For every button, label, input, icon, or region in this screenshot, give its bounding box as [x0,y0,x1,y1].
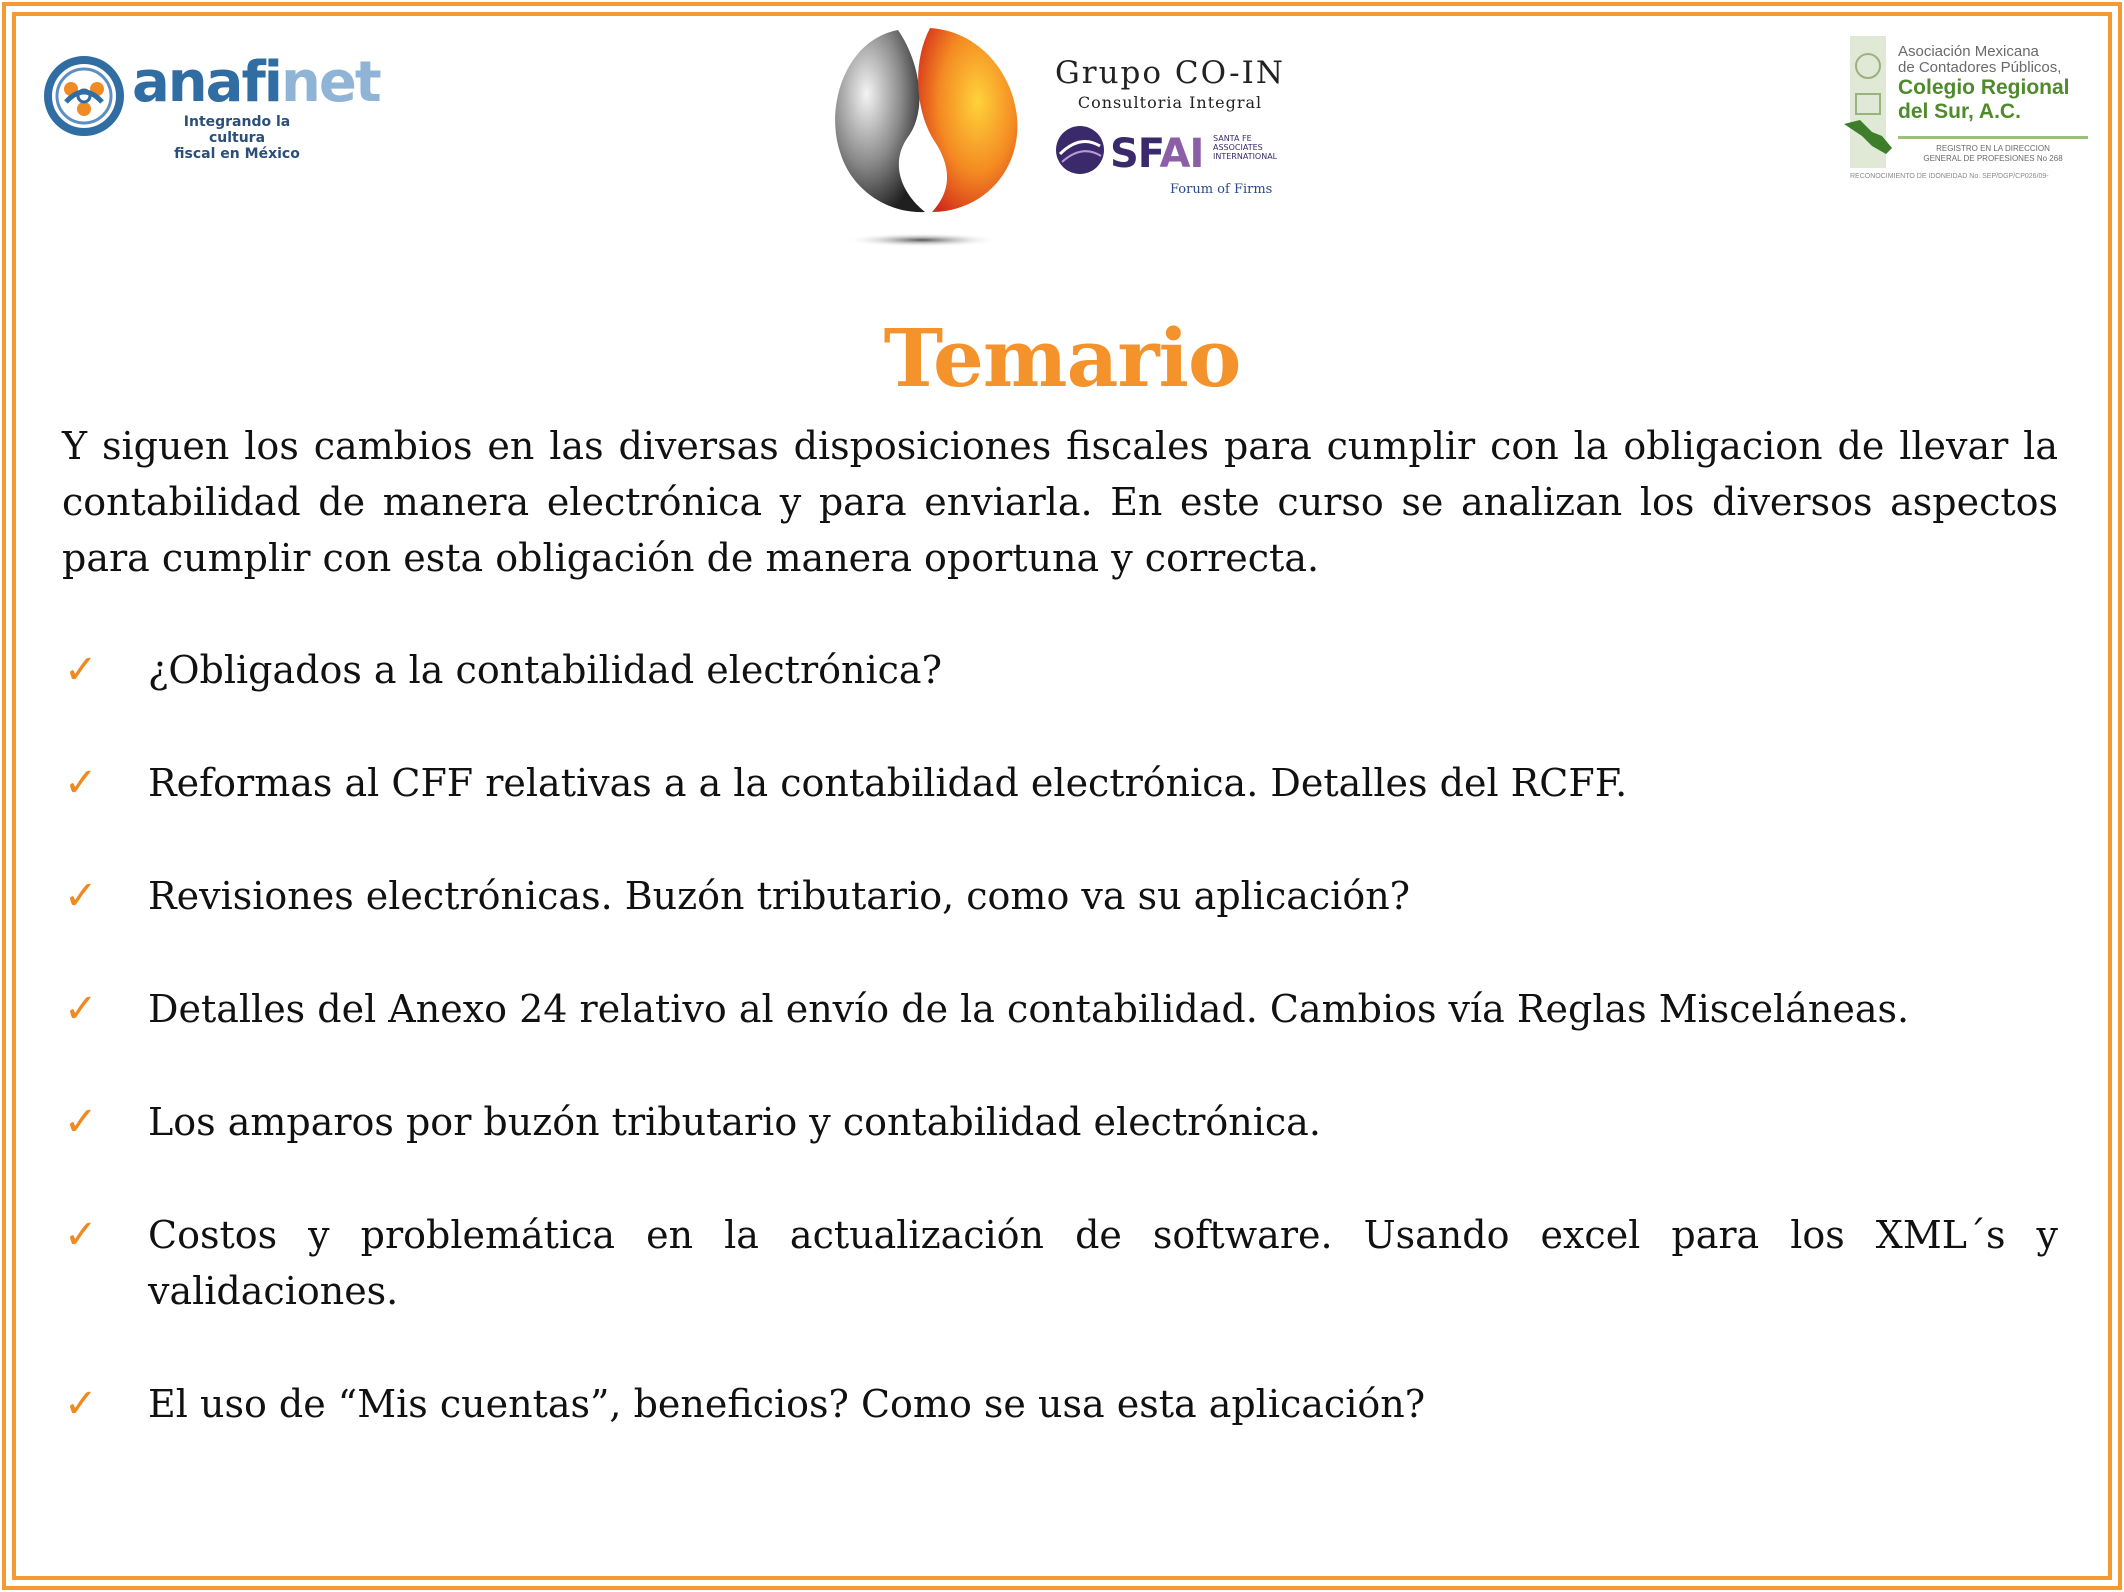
anafinet-emblem-icon [42,54,126,138]
slide-title: Temario [883,311,1241,405]
colegio-divider [1898,136,2088,139]
list-item [62,1207,2058,1319]
checkmark-icon: ✓ [64,1212,98,1258]
topic-text: Detalles del Anexo 24 relativo al envío de la contabilidad. Cambios vía Reglas Misceláneas. [148,987,1910,1031]
topic-text: Costos y problemática en la actualización de software. Usando excel para los XML´s y validaciones. [148,1213,2058,1313]
checkmark-icon: ✓ [64,873,98,919]
list-item [62,868,2058,924]
topic-text: Los amparos por buzón tributario y contabilidad electrónica. [148,1100,1321,1144]
anafinet-wordmark: anafinet [132,50,380,115]
sfai-logo [1050,122,1300,208]
topic-list [62,642,2058,1489]
anafinet-tagline: Integrando la cultura fiscal en México [174,114,300,162]
topic-text: El uso de “Mis cuentas”, beneficios? Como se usa esta aplicación? [148,1382,1426,1426]
checkmark-icon: ✓ [64,1381,98,1427]
list-item [62,1094,2058,1150]
list-item [62,981,2058,1037]
grupo-coin-logo [820,22,1300,252]
colegio-name: Asociación Mexicana de Contadores Públicos, Colegio Regional del Sur, A.C. [1898,43,2070,123]
colegio-reconocimiento: RECONOCIMIENTO DE IDONEIDAD No. SEP/DGP/CP026/09- [1850,173,2049,180]
forum-of-firms-text: Forum of Firms [1170,182,1273,197]
list-item [62,755,2058,811]
sfai-subtext: SANTA FE ASSOCIATES INTERNATIONAL [1213,134,1278,161]
coin-sphere-icon [820,22,1030,252]
anafinet-logo [42,50,380,162]
intro-paragraph: Y siguen los cambios en las diversas disposiciones fiscales para cumplir con la obligacion de llevar la contabilidad de manera electrónica y para enviarla. En este curso se analizan los diversos aspectos para cumplir con esta obligación de manera oportuna y correcta. [62,424,2058,580]
topic-text: ¿Obligados a la contabilidad electrónica? [148,648,942,692]
colegio-registro: REGISTRO EN LA DIRECCION GENERAL DE PROFESIONES No 268 [1923,144,2063,163]
sfai-globe-icon [1054,124,1106,176]
colegio-regional-logo [1842,36,2092,192]
coin-subtitle: Consultoria Integral [1077,93,1263,112]
list-item [62,642,2058,698]
coin-title: Grupo CO-IN [1054,55,1286,91]
topic-text: Reformas al CFF relativas a a la contabilidad electrónica. Detalles del RCFF. [148,761,1628,805]
colegio-emblem-icon [1842,36,1898,172]
checkmark-icon: ✓ [64,647,98,693]
topic-text: Revisiones electrónicas. Buzón tributario, como va su aplicación? [148,874,1411,918]
sfai-wordmark: SFAI [1110,131,1204,177]
list-item [62,1376,2058,1432]
checkmark-icon: ✓ [64,1099,98,1145]
checkmark-icon: ✓ [64,986,98,1032]
checkmark-icon: ✓ [64,760,98,806]
